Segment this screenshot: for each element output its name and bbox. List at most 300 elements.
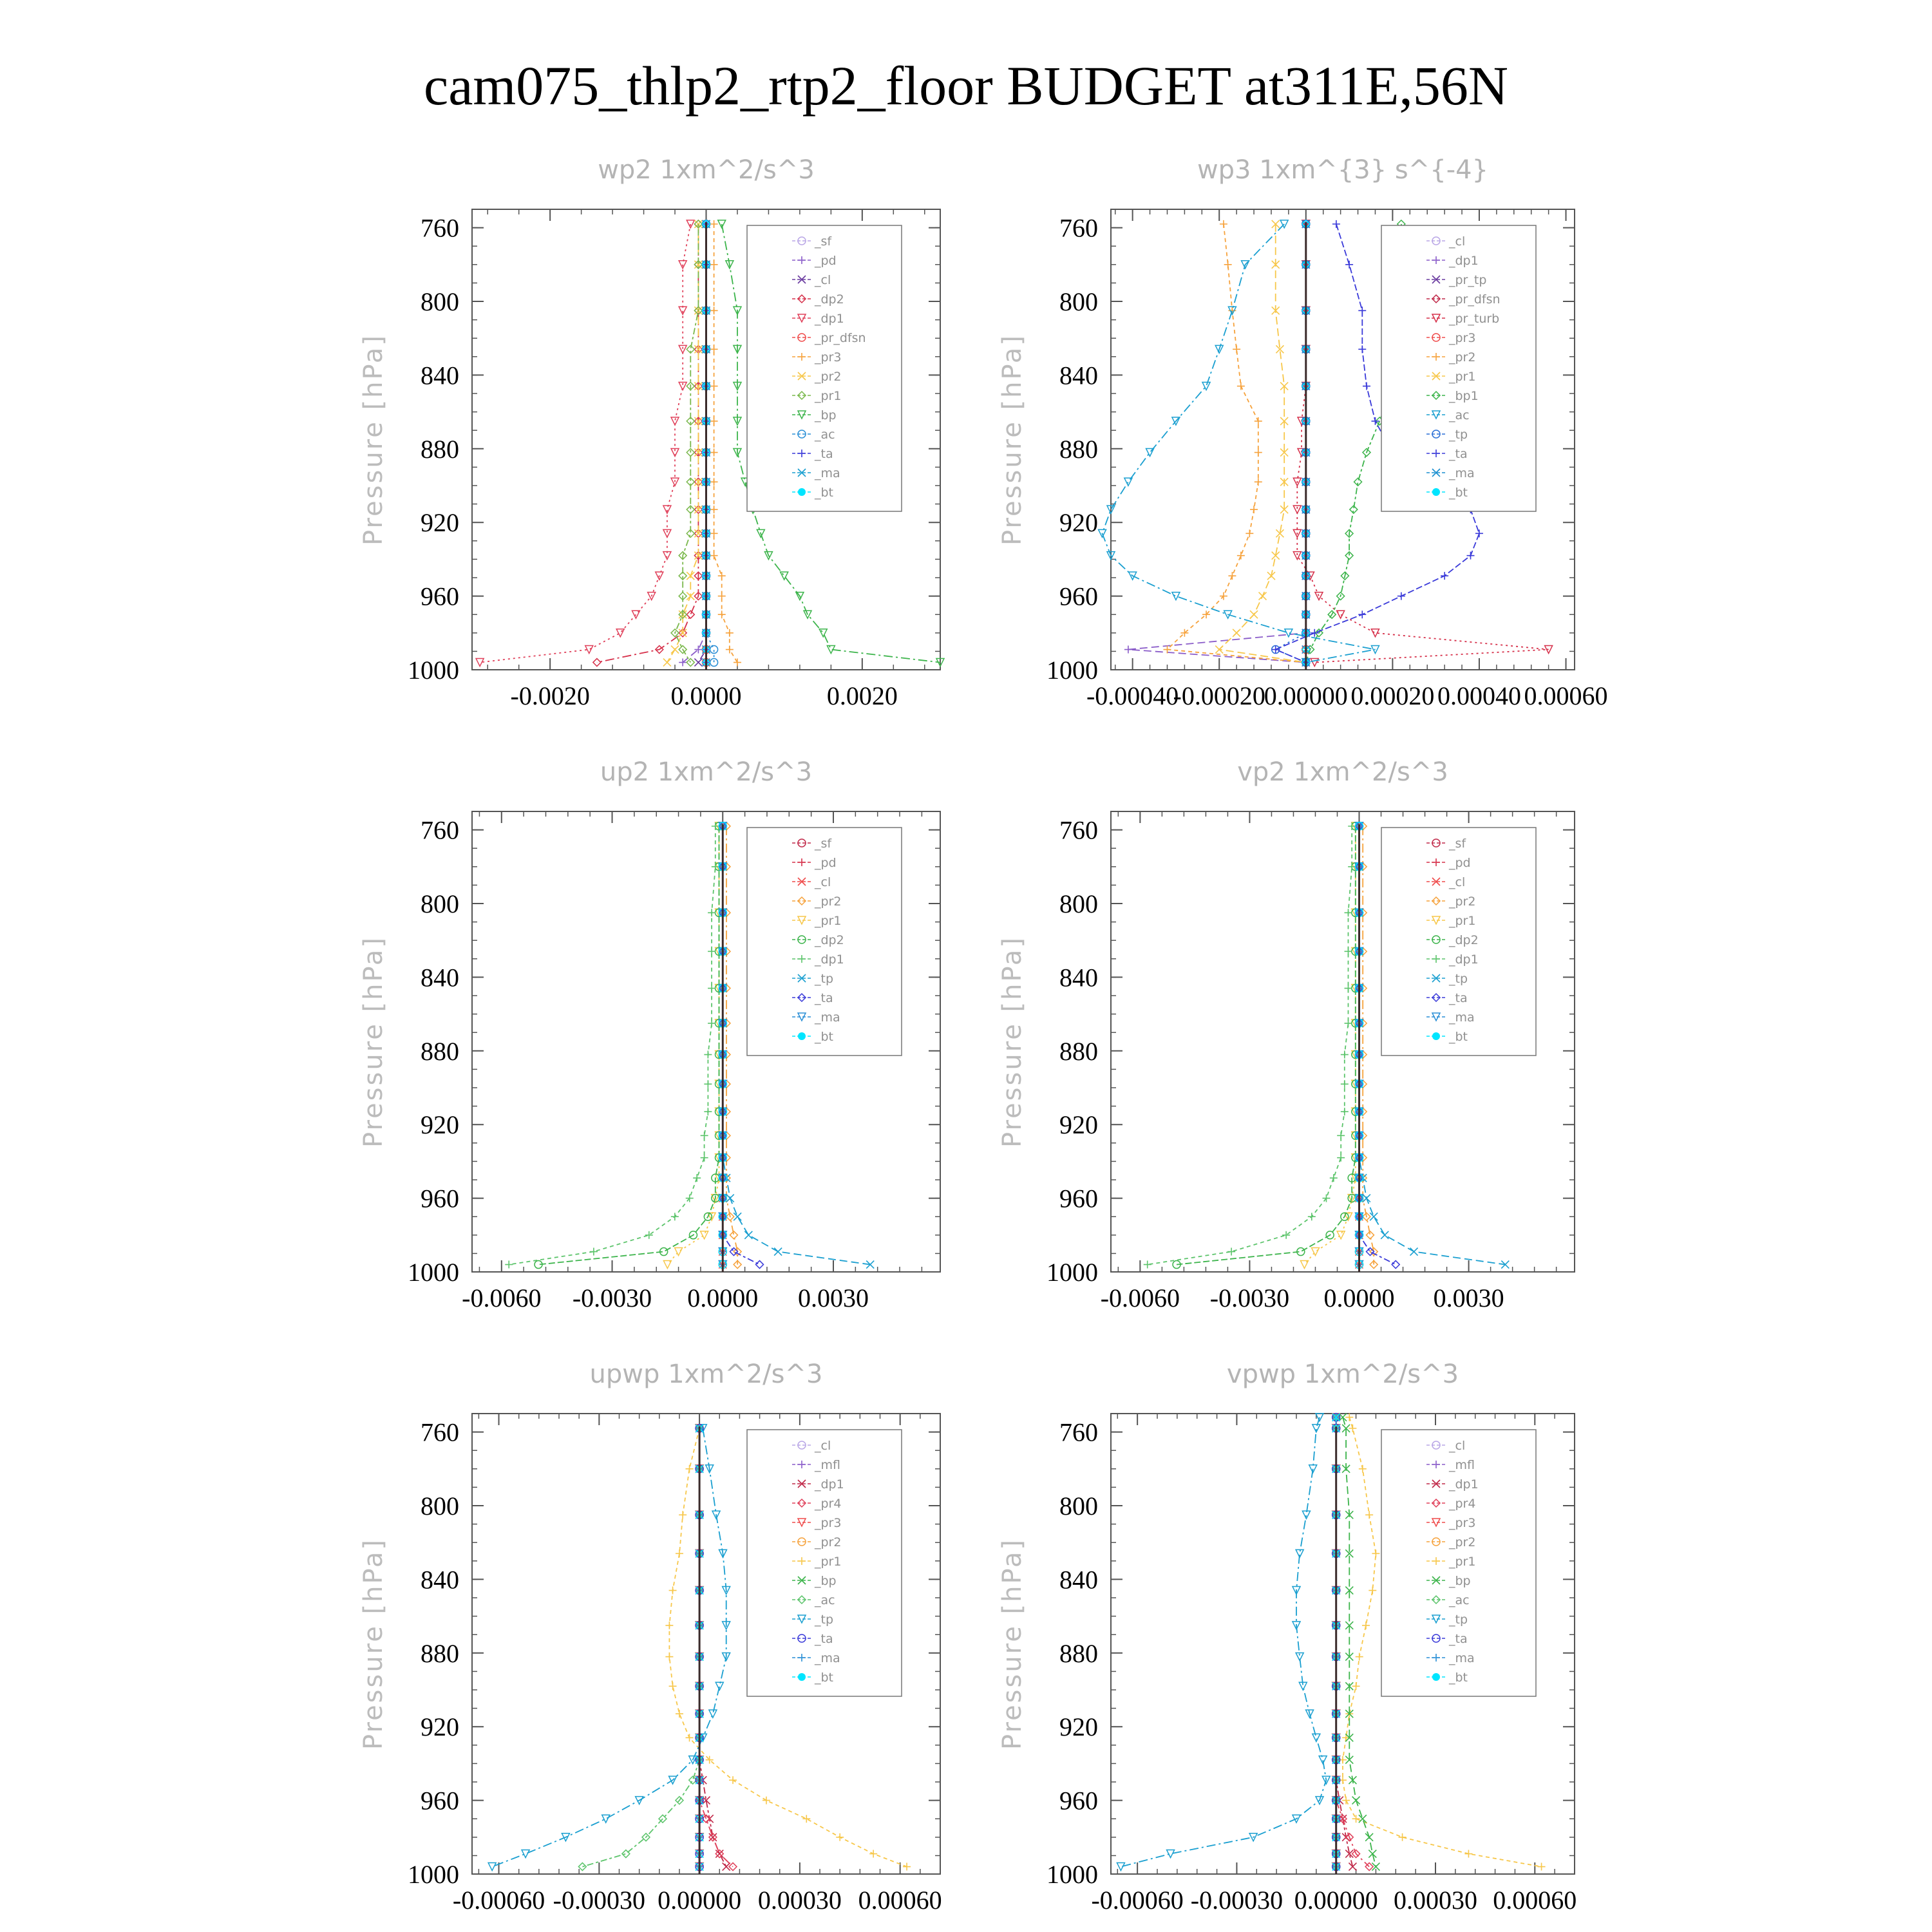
series-line-pr3 <box>714 224 737 663</box>
data-point <box>710 345 718 353</box>
y-tick-label: 880 <box>421 434 459 464</box>
data-point <box>1337 1231 1345 1239</box>
legend-label: _ac <box>815 428 835 442</box>
legend-marker <box>1432 1032 1440 1040</box>
data-point <box>1363 383 1370 390</box>
legend-label: _bp <box>815 408 837 422</box>
y-tick-label: 1000 <box>408 1860 459 1889</box>
y-tick-label: 800 <box>421 287 459 316</box>
data-point <box>762 1797 770 1804</box>
series-line-dp2 <box>538 826 719 1265</box>
y-tick-label: 840 <box>421 963 459 992</box>
series-line-pr4 <box>699 1428 733 1867</box>
data-point <box>708 909 715 916</box>
panels <box>359 155 1608 1915</box>
data-point <box>679 345 687 353</box>
y-axis-label: Pressure [hPa] <box>998 1538 1027 1750</box>
data-point <box>1345 909 1352 916</box>
legend-label: _dp1 <box>815 1477 844 1492</box>
y-tick-label: 800 <box>421 1492 459 1520</box>
panel-1 <box>359 155 944 710</box>
y-tick-label: 920 <box>1059 1110 1098 1140</box>
data-point <box>701 1154 708 1162</box>
data-point <box>710 478 718 486</box>
data-point <box>1475 529 1483 537</box>
panel-title: upwp 1xm^2/s^3 <box>589 1359 823 1389</box>
data-point <box>802 1815 810 1823</box>
x-tick-label: 0.0000 <box>670 681 742 710</box>
data-point <box>669 1587 677 1595</box>
y-tick-label: 1000 <box>1046 1860 1098 1889</box>
legend <box>1381 1430 1536 1696</box>
series-line-ac <box>1103 224 1376 663</box>
legend-label: _ta <box>1449 447 1468 461</box>
series-line-dp2 <box>1177 826 1356 1265</box>
data-point <box>645 1231 653 1239</box>
series-line-tp <box>492 1428 726 1867</box>
series-line-pr2 <box>1168 224 1306 663</box>
data-point <box>1250 611 1258 618</box>
x-tick-label: -0.00030 <box>553 1886 645 1915</box>
legend-label: _ac <box>1449 1593 1470 1607</box>
data-point <box>744 1231 752 1239</box>
data-point <box>734 659 741 667</box>
legend-label: _bt <box>1449 1671 1468 1685</box>
data-point <box>1358 307 1366 314</box>
data-point <box>1220 220 1227 228</box>
data-point <box>710 552 718 560</box>
legend-marker <box>798 488 806 496</box>
legend-label: _bt <box>1449 1030 1468 1044</box>
x-tick-label: -0.00060 <box>452 1886 545 1915</box>
legend-label: _pr3 <box>815 350 842 365</box>
legend-label: _bt <box>815 486 834 500</box>
legend-label: _cl <box>815 1439 831 1453</box>
y-tick-label: 960 <box>421 582 459 611</box>
legend-label: _dp2 <box>815 292 844 307</box>
data-point <box>687 220 694 228</box>
legend-label: _pr3 <box>1449 331 1476 345</box>
x-tick-label: -0.00040 <box>1086 681 1179 710</box>
y-tick-label: 800 <box>1059 1492 1098 1520</box>
legend-label: _cl <box>1449 875 1466 889</box>
data-point <box>488 1863 496 1871</box>
data-point <box>710 307 718 314</box>
legend-label: _ma <box>815 466 840 480</box>
data-point <box>710 417 718 425</box>
data-point <box>1345 1019 1352 1027</box>
data-point <box>616 629 624 637</box>
panel-5 <box>359 1359 942 1915</box>
x-tick-label: 0.00030 <box>757 1886 842 1915</box>
data-point <box>1341 1051 1349 1059</box>
legend-label: _pr_dfsn <box>815 331 866 345</box>
legend-label: _bt <box>1449 486 1468 500</box>
legend-label: _tp <box>815 972 834 986</box>
data-point <box>710 646 718 654</box>
data-point <box>726 1195 734 1202</box>
data-point <box>774 1248 782 1256</box>
x-tick-label: 0.00000 <box>1264 681 1348 710</box>
x-tick-label: 0.0020 <box>826 681 898 710</box>
data-point <box>704 1080 712 1088</box>
data-point <box>734 1213 741 1220</box>
legend-label: _dp2 <box>1449 933 1479 947</box>
data-point <box>1228 307 1236 314</box>
data-point <box>1117 1863 1124 1871</box>
legend-label: _pr1 <box>815 914 842 928</box>
panel-title: vpwp 1xm^2/s^3 <box>1226 1359 1459 1389</box>
x-tick-label: 0.00030 <box>1394 1886 1477 1915</box>
x-tick-label: 0.00060 <box>858 1886 942 1915</box>
x-tick-label: 0.0030 <box>797 1283 869 1312</box>
legend-label: _ma <box>815 1651 840 1665</box>
legend-label: _pd <box>815 254 837 268</box>
legend-label: _ta <box>1449 991 1468 1005</box>
data-point <box>686 1465 694 1473</box>
panel-title: wp2 1xm^2/s^3 <box>598 155 815 185</box>
legend-label: _tp <box>1449 1613 1468 1627</box>
y-axis-label: Pressure [hPa] <box>359 1538 388 1750</box>
data-point <box>1358 345 1366 353</box>
panel-6 <box>998 1359 1577 1915</box>
data-point <box>1220 592 1227 600</box>
data-point <box>679 1511 687 1519</box>
legend-label: _cl <box>815 273 831 287</box>
panel-title: wp3 1xm^{3} s^{-4} <box>1197 155 1489 185</box>
x-tick-label: -0.00020 <box>1173 681 1265 710</box>
data-point <box>693 1174 701 1182</box>
series-line-pr2 <box>1363 826 1374 1265</box>
data-point <box>1255 478 1262 486</box>
x-tick-label: -0.0030 <box>1209 1283 1290 1312</box>
data-point <box>694 659 702 667</box>
legend-label: _pd <box>815 856 837 870</box>
data-point <box>708 947 715 955</box>
legend-label: _ac <box>1449 408 1470 422</box>
data-point <box>710 220 718 228</box>
panel-title: vp2 1xm^2/s^3 <box>1237 757 1448 787</box>
data-point <box>1345 261 1353 269</box>
data-point <box>726 629 734 637</box>
y-tick-label: 760 <box>421 213 459 243</box>
data-point <box>1352 1815 1360 1823</box>
y-tick-label: 1000 <box>1046 656 1098 685</box>
data-point <box>903 1863 911 1871</box>
data-point <box>1410 1248 1418 1256</box>
y-tick-label: 760 <box>1059 815 1098 845</box>
legend-label: _ma <box>1449 1651 1475 1665</box>
data-point <box>1255 449 1262 457</box>
legend-marker <box>1432 1673 1440 1681</box>
x-tick-label: 0.0000 <box>1323 1283 1395 1312</box>
data-point <box>1311 1248 1319 1256</box>
data-point <box>675 1248 683 1256</box>
x-tick-label: -0.00030 <box>1190 1886 1283 1915</box>
legend <box>747 225 902 511</box>
legend-label: _tp <box>1449 428 1468 442</box>
data-point <box>1228 572 1236 580</box>
y-axis-label: Pressure [hPa] <box>359 936 388 1148</box>
legend-label: _bp <box>815 1574 837 1588</box>
y-tick-label: 920 <box>421 508 459 538</box>
data-point <box>1285 629 1293 637</box>
data-point <box>505 1261 513 1269</box>
y-tick-label: 760 <box>421 815 459 845</box>
legend-label: _bp1 <box>1449 389 1479 403</box>
data-point <box>710 383 718 390</box>
data-point <box>1337 1132 1345 1139</box>
data-point <box>708 1019 715 1027</box>
data-point <box>1250 506 1258 513</box>
data-point <box>1124 646 1132 654</box>
legend <box>747 828 902 1056</box>
data-point <box>1345 1414 1353 1421</box>
y-axis-label: Pressure [hPa] <box>359 334 388 545</box>
legend <box>747 1430 902 1696</box>
legend-label: _ma <box>1449 466 1475 480</box>
legend-label: _dp1 <box>815 952 844 967</box>
data-point <box>1282 1231 1290 1239</box>
series-line-dp1 <box>1128 224 1306 663</box>
data-point <box>1345 985 1352 992</box>
legend-label: _pr2 <box>1449 350 1476 365</box>
legend-label: _bt <box>815 1671 834 1685</box>
legend-label: _pr4 <box>815 1497 842 1511</box>
legend-label: _pr2 <box>815 1535 842 1549</box>
y-tick-label: 1000 <box>408 1258 459 1287</box>
x-tick-label: -0.0060 <box>1100 1283 1180 1312</box>
data-point <box>1352 1682 1360 1690</box>
y-tick-label: 880 <box>1059 434 1098 464</box>
data-point <box>701 1231 708 1239</box>
legend-label: _pr2 <box>815 895 842 909</box>
data-point <box>1255 417 1262 425</box>
data-point <box>1341 1108 1349 1115</box>
data-point <box>710 449 718 457</box>
legend-label: _pr3 <box>1449 1516 1476 1530</box>
y-tick-label: 840 <box>1059 361 1098 390</box>
data-point <box>1352 1797 1360 1804</box>
data-point <box>1308 1213 1316 1220</box>
y-tick-label: 800 <box>1059 889 1098 918</box>
data-point <box>708 985 715 992</box>
x-tick-label: -0.00060 <box>1091 1886 1184 1915</box>
data-point <box>1349 1425 1356 1432</box>
legend-label: _tp <box>815 1613 834 1627</box>
legend-label: _sf <box>815 837 832 851</box>
panel-2 <box>998 155 1608 710</box>
data-point <box>1365 1833 1373 1841</box>
y-tick-label: 960 <box>1059 1184 1098 1213</box>
y-tick-label: 960 <box>421 1184 459 1213</box>
y-tick-label: 760 <box>1059 1417 1098 1447</box>
data-point <box>1172 592 1180 600</box>
data-point <box>671 646 679 654</box>
y-tick-label: 840 <box>421 361 459 390</box>
y-tick-label: 800 <box>421 889 459 918</box>
y-tick-label: 880 <box>421 1036 459 1066</box>
x-tick-label: 0.00000 <box>658 1886 742 1915</box>
data-point <box>756 1261 764 1269</box>
data-point <box>676 1710 683 1718</box>
y-tick-label: 840 <box>1059 963 1098 992</box>
legend-label: _mfl <box>1449 1458 1475 1472</box>
data-point <box>718 572 726 580</box>
legend <box>1381 828 1536 1056</box>
data-point <box>1342 1797 1350 1804</box>
series-line-dp1 <box>1148 826 1352 1265</box>
data-point <box>1233 345 1240 353</box>
data-point <box>1233 629 1240 637</box>
legend-label: _ta <box>815 1632 833 1646</box>
data-point <box>671 1213 679 1220</box>
series-line-dp1 <box>509 826 715 1265</box>
data-point <box>836 1833 844 1841</box>
data-point <box>669 1682 677 1690</box>
data-point <box>593 659 601 667</box>
legend-marker <box>798 1032 806 1040</box>
x-tick-label: 0.0030 <box>1433 1283 1504 1312</box>
legend-label: _sf <box>1449 837 1466 851</box>
legend-label: _dp2 <box>815 933 844 947</box>
data-point <box>687 572 694 580</box>
y-tick-label: 1000 <box>408 656 459 685</box>
data-point <box>1399 1833 1406 1841</box>
x-tick-label: -0.0020 <box>510 681 590 710</box>
legend-label: _dp1 <box>1449 1477 1479 1492</box>
series-line-dp1 <box>480 224 690 663</box>
data-point <box>709 1710 717 1718</box>
y-tick-label: 760 <box>1059 213 1098 243</box>
data-point <box>726 646 734 654</box>
data-point <box>1302 1511 1310 1519</box>
legend-label: _pr1 <box>1449 1555 1476 1569</box>
data-point <box>710 659 718 667</box>
legend-label: _pr_turb <box>1449 312 1500 326</box>
data-point <box>676 1549 683 1557</box>
legend-label: _pr1 <box>1449 370 1476 384</box>
legend-label: _bt <box>815 1030 834 1044</box>
data-point <box>1368 1850 1376 1858</box>
data-point <box>1144 1261 1151 1269</box>
y-tick-label: 960 <box>421 1786 459 1815</box>
data-point <box>710 506 718 513</box>
data-point <box>1293 552 1301 560</box>
legend-label: _ma <box>1449 1010 1475 1025</box>
data-point <box>1341 1080 1349 1088</box>
data-point <box>1368 1587 1376 1595</box>
series-line-bp <box>1343 1417 1376 1867</box>
data-point <box>869 1850 877 1858</box>
legend-label: _dp1 <box>815 312 844 326</box>
legend-label: _pr_tp <box>1449 273 1487 287</box>
data-point <box>1237 552 1245 560</box>
legend-label: _pr2 <box>815 370 842 384</box>
legend-label: _pr1 <box>815 389 842 403</box>
data-point <box>729 1863 737 1871</box>
y-tick-label: 920 <box>1059 1712 1098 1742</box>
data-point <box>1381 1231 1388 1239</box>
legend-label: _mfl <box>815 1458 840 1472</box>
legend-label: _dp1 <box>1449 952 1479 967</box>
data-point <box>1330 1174 1338 1182</box>
data-point <box>1372 1549 1379 1557</box>
data-point <box>1363 1195 1370 1202</box>
data-point <box>1464 1850 1472 1858</box>
data-point <box>1370 1213 1378 1220</box>
x-tick-label: -0.0030 <box>572 1283 652 1312</box>
data-point <box>718 592 726 600</box>
data-point <box>701 1132 708 1139</box>
data-point <box>1358 611 1366 618</box>
panel-title: up2 1xm^2/s^3 <box>600 757 813 787</box>
x-tick-label: -0.0060 <box>462 1283 542 1312</box>
data-point <box>718 611 726 618</box>
legend-marker <box>798 1673 806 1681</box>
data-point <box>1227 1248 1235 1256</box>
data-point <box>715 1682 723 1690</box>
data-point <box>1332 220 1340 228</box>
panel-4 <box>998 757 1575 1312</box>
x-tick-label: 0.00020 <box>1350 681 1435 710</box>
y-tick-label: 960 <box>1059 1786 1098 1815</box>
legend-label: _pr_dfsn <box>1449 292 1501 307</box>
data-point <box>663 506 671 513</box>
data-point <box>663 659 671 667</box>
data-point <box>704 1051 712 1059</box>
y-tick-label: 920 <box>421 1110 459 1140</box>
legend-label: _pr4 <box>1449 1497 1476 1511</box>
data-point <box>1337 1154 1345 1162</box>
legend-label: _ac <box>815 1593 835 1607</box>
legend-label: _pr2 <box>1449 895 1476 909</box>
legend-label: _ta <box>815 991 833 1005</box>
data-point <box>1392 1261 1399 1269</box>
data-point <box>578 1863 586 1871</box>
series-line-tp <box>1121 1417 1326 1867</box>
data-point <box>1397 592 1405 600</box>
figure-title: cam075_thlp2_rtp2_floor BUDGET at311E,56N <box>424 55 1508 117</box>
data-point <box>715 1850 723 1858</box>
legend-label: _ma <box>815 1010 840 1025</box>
data-point <box>819 629 827 637</box>
y-tick-label: 880 <box>421 1638 459 1668</box>
data-point <box>1538 1863 1546 1871</box>
legend-label: _pr3 <box>815 1516 842 1530</box>
data-point <box>1356 1653 1363 1661</box>
data-point <box>522 1850 529 1858</box>
y-tick-label: 960 <box>1059 582 1098 611</box>
data-point <box>602 1815 610 1823</box>
y-tick-label: 920 <box>421 1712 459 1742</box>
legend-marker <box>1432 488 1440 496</box>
legend-label: _sf <box>815 234 832 249</box>
y-tick-label: 840 <box>421 1565 459 1595</box>
panel-3 <box>359 757 940 1312</box>
data-point <box>1349 1863 1356 1871</box>
y-tick-label: 760 <box>421 1417 459 1447</box>
legend-label: _pr1 <box>815 1555 842 1569</box>
y-tick-label: 880 <box>1059 1036 1098 1066</box>
data-point <box>1359 1465 1367 1473</box>
data-point <box>1345 947 1352 955</box>
y-tick-label: 840 <box>1059 1565 1098 1595</box>
data-point <box>1237 383 1245 390</box>
x-tick-label: 0.00040 <box>1437 681 1521 710</box>
data-point <box>710 261 718 269</box>
legend-label: _cl <box>1449 234 1466 249</box>
